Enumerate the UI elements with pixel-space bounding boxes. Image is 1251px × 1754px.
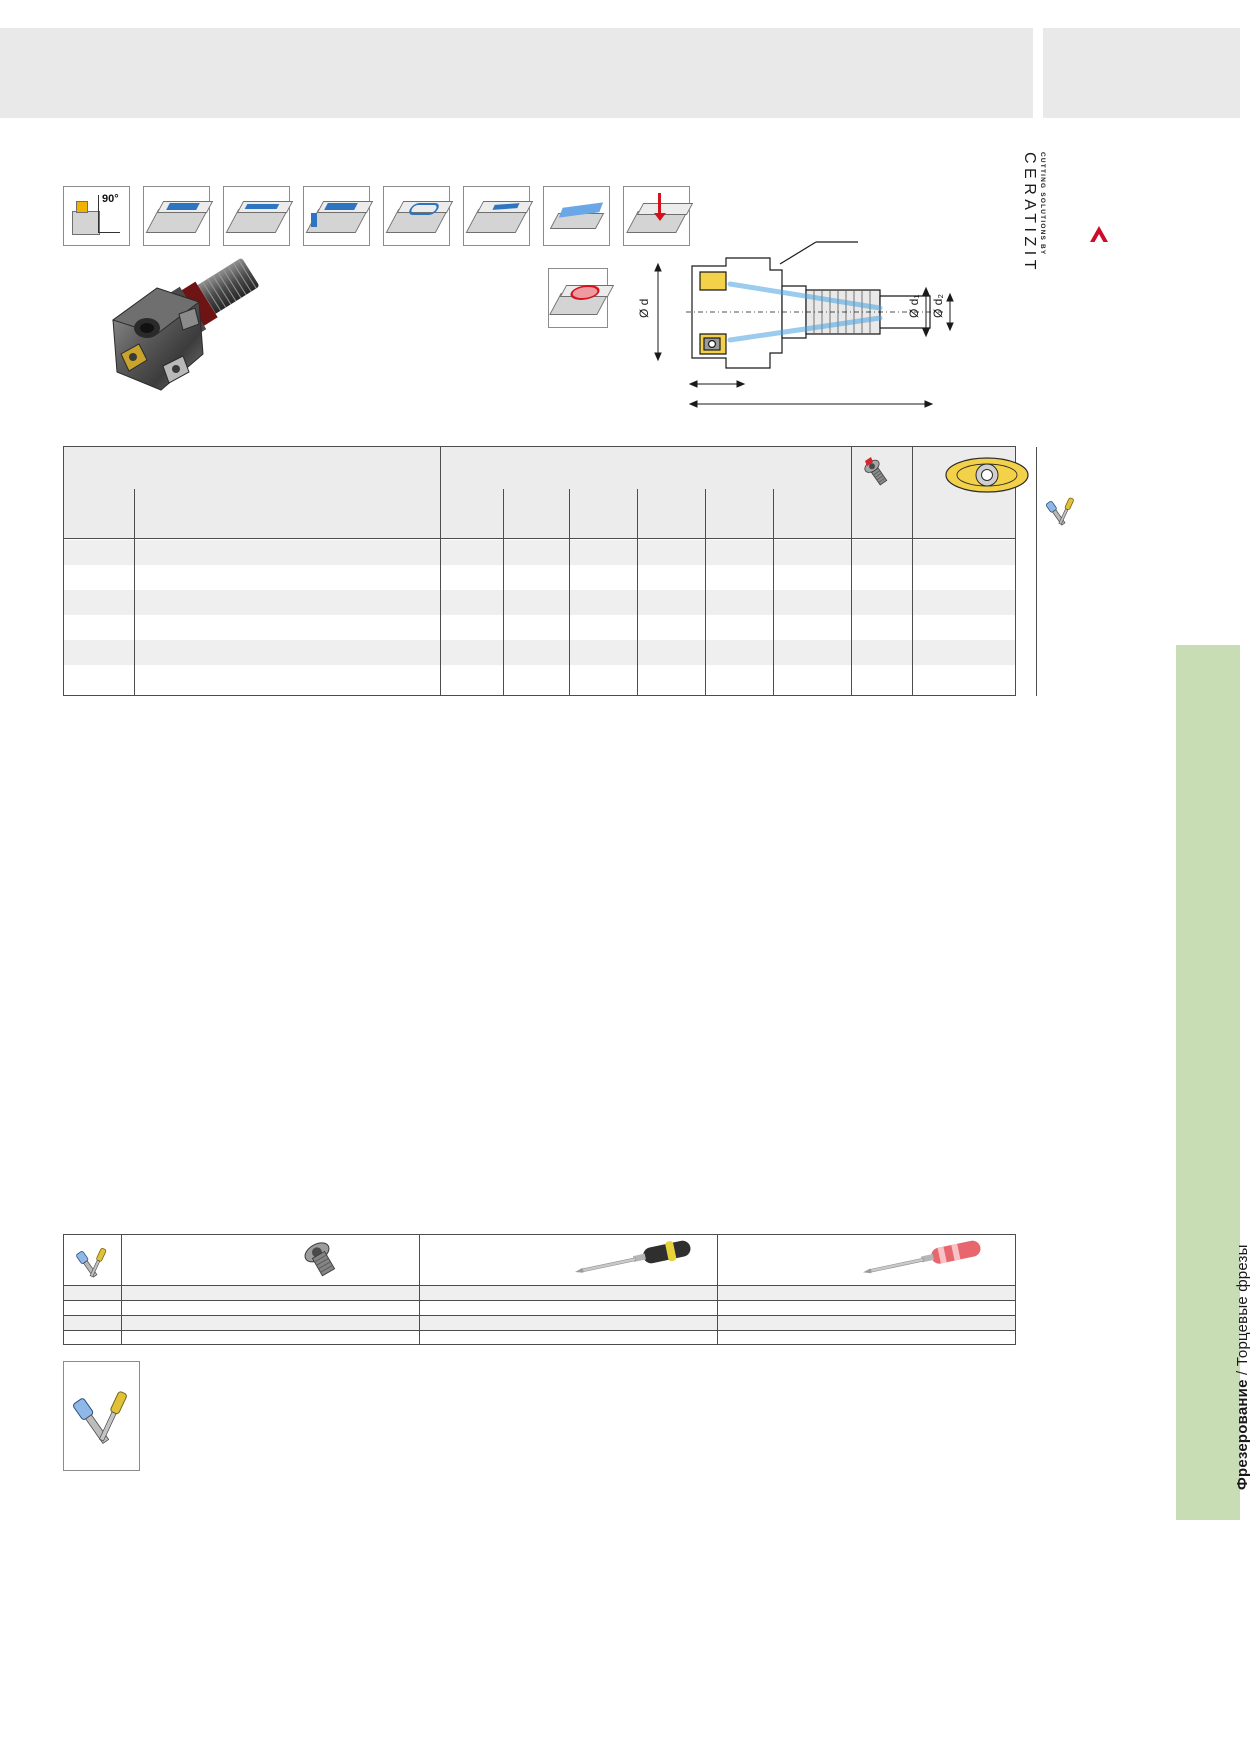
pictogram-circular-interpolation xyxy=(548,268,608,328)
tool-kit-icon xyxy=(74,1241,110,1286)
acc-col-sep xyxy=(121,1235,122,1345)
pictogram-pocket-milling xyxy=(383,186,450,246)
mt-col-sep xyxy=(851,539,852,696)
dim-label-d: Ø d xyxy=(637,298,651,318)
torx-screwdriver-icon xyxy=(564,1243,704,1284)
mt-col-sep xyxy=(773,539,774,696)
mt-col-sep xyxy=(851,447,852,539)
mt-col-sep xyxy=(440,539,441,696)
pictogram-slot-milling xyxy=(303,186,370,246)
pictogram-angle-90-label: 90° xyxy=(102,193,119,205)
header-band xyxy=(0,28,1033,118)
mt-col-sep xyxy=(912,539,913,696)
brand-logo xyxy=(1021,130,1106,274)
table-row[interactable] xyxy=(64,1301,1015,1316)
technical-drawing xyxy=(630,218,1010,418)
section-tab-label-sep: / xyxy=(1234,1366,1251,1380)
brand-name: CERATIZIT xyxy=(1021,152,1038,274)
table-row[interactable] xyxy=(64,640,1015,665)
tool-kit-icon xyxy=(74,1380,130,1457)
pictogram-shoulder-milling xyxy=(223,186,290,246)
main-product-table xyxy=(63,446,1016,696)
table-row[interactable] xyxy=(64,565,1015,590)
mt-col-sep xyxy=(134,539,135,696)
mt-col-sep xyxy=(503,489,504,539)
section-tab xyxy=(1176,645,1240,1520)
torque-wrench-icon xyxy=(854,1243,994,1284)
header-band-right xyxy=(1043,28,1240,118)
mt-col-sep xyxy=(1036,539,1037,696)
mt-col-sep xyxy=(705,489,706,539)
mt-col-sep xyxy=(569,489,570,539)
pictogram-chamfer-milling xyxy=(543,186,610,246)
mt-col-sep xyxy=(1036,447,1037,539)
screw-icon xyxy=(292,1240,352,1287)
section-tab-label xyxy=(1234,1190,1251,1490)
product-photo xyxy=(95,250,295,405)
pictogram-face-milling xyxy=(143,186,210,246)
accessories-table xyxy=(63,1234,1016,1345)
mt-col-sep xyxy=(637,489,638,539)
brand-triangle-inner-icon xyxy=(1094,234,1104,243)
tool-kit-icon xyxy=(1047,491,1075,536)
table-row[interactable] xyxy=(64,590,1015,615)
mt-col-sep xyxy=(912,447,913,539)
mt-col-sep xyxy=(503,539,504,696)
clamping-screw-icon xyxy=(859,455,893,494)
pictogram-angle-90 xyxy=(63,186,130,246)
acc-col-sep xyxy=(419,1235,420,1345)
table-row[interactable] xyxy=(64,1286,1015,1301)
mt-col-sep xyxy=(773,489,774,539)
mt-col-sep xyxy=(440,447,441,539)
table-row[interactable] xyxy=(64,665,1015,695)
acc-col-sep xyxy=(717,1235,718,1345)
footer-tool-kit-box xyxy=(63,1361,140,1471)
brand-claim: CUTTING SOLUTIONS BY xyxy=(1039,152,1046,256)
dim-label-d1: Ø d₁ xyxy=(907,294,921,318)
section-tab-label-bold: Фрезерование xyxy=(1234,1379,1251,1490)
insert-icon xyxy=(944,453,1030,502)
section-tab-label-light: Торцевые фрезы xyxy=(1234,1244,1251,1367)
mt-col-sep xyxy=(134,489,135,539)
mt-col-sep xyxy=(705,539,706,696)
mt-col-sep xyxy=(637,539,638,696)
dim-label-d2: Ø d₂ xyxy=(931,294,945,318)
table-row[interactable] xyxy=(64,540,1015,565)
table-row[interactable] xyxy=(64,615,1015,640)
table-row[interactable] xyxy=(64,1331,1015,1346)
mt-col-sep xyxy=(569,539,570,696)
pictogram-ramping xyxy=(463,186,530,246)
table-row[interactable] xyxy=(64,1316,1015,1331)
